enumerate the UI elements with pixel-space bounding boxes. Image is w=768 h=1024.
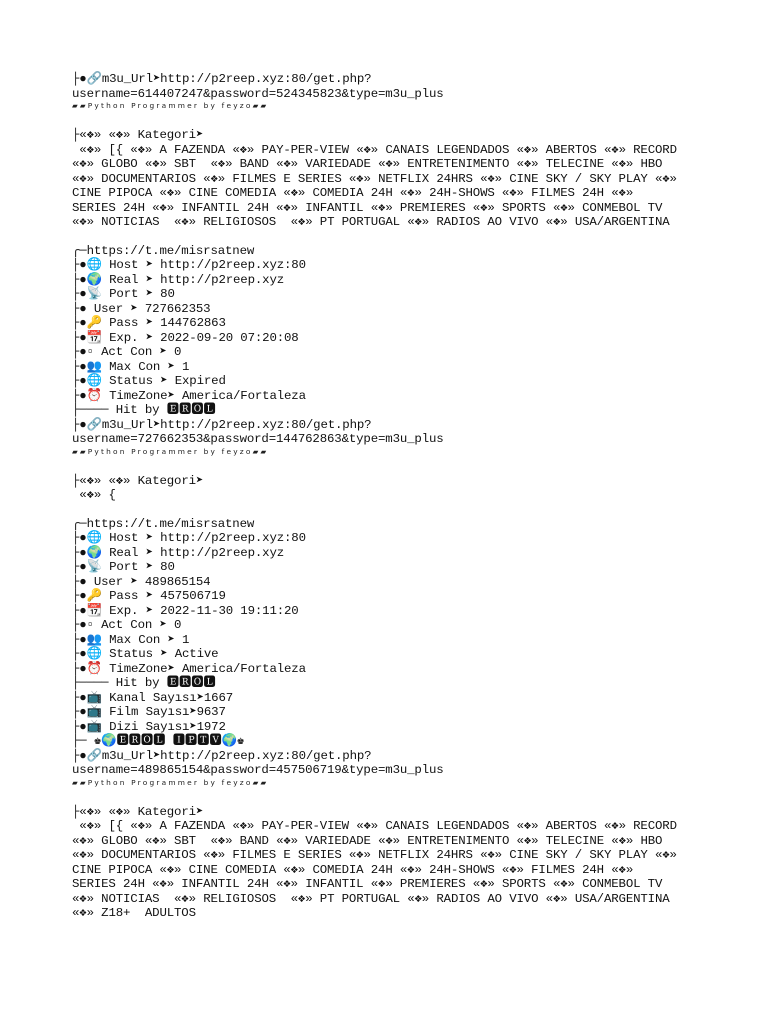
user-line: ├● User ➤ 727662353 (72, 301, 211, 316)
max-connections-line: ├●👥 Max Con ➤ 1 (72, 359, 190, 374)
category-line: CINE PIPOCA «❖» CINE COMEDIA «❖» COMEDIA 24H «❖» 24H-SHOWS «❖» FILMES 24H «❖» (72, 186, 634, 200)
brand-line: ├─ ♚🌍🅴🆁🅾🅻 🅸🅿🆃🆅🌍♚ (72, 734, 245, 748)
category-block-1 (72, 128, 712, 230)
category-heading: ├«❖» «❖» Kategori➤ (72, 473, 204, 488)
status-line: ├●🌐 Status ➤ Expired (72, 374, 226, 388)
max-connections-line: ├●👥 Max Con ➤ 1 (72, 632, 190, 647)
category-line: «❖» GLOBO «❖» SBT «❖» BAND «❖» VARIEDADE «❖» ENTRETENIMENTO «❖» TELECINE «❖» HBO (72, 157, 663, 171)
programmer-signature: ▰▰Python Programmer by feyzo▰▰ (72, 777, 269, 787)
spacer (72, 503, 712, 517)
category-line: «❖» { (72, 488, 116, 502)
category-block-3 (72, 805, 712, 921)
timezone-line: ├●⏰ TimeZone➤ America/Fortaleza (72, 388, 306, 403)
timezone-line: ├●⏰ TimeZone➤ America/Fortaleza (72, 661, 306, 676)
m3u-url-block-1 (72, 72, 712, 111)
category-line: «❖» Z18+ ADULTOS (72, 906, 196, 920)
host-line: ├●🌐 Host ➤ http://p2reep.xyz:80 (72, 531, 306, 545)
user-line: ├● User ➤ 489865154 (72, 574, 211, 589)
category-block-2 (72, 474, 712, 503)
m3u-credentials-line: username=489865154&password=457506719&type=m3u_plus (72, 763, 444, 777)
m3u-credentials-line: username=614407247&password=524345823&type=m3u_plus (72, 86, 444, 101)
real-line: ├●🌍 Real ➤ http://p2reep.xyz (72, 272, 285, 287)
expiry-line: ├●📆 Exp. ➤ 2022-11-30 19:11:20 (72, 603, 299, 618)
port-line: ├●📡 Port ➤ 80 (72, 287, 175, 301)
category-line: «❖» [{ «❖» A FAZENDA «❖» PAY-PER-VIEW «❖» CANAIS LEGENDADOS «❖» ABERTOS «❖» RECORD (72, 142, 677, 157)
series-count-line: ├●📺 Dizi Sayısı➤1972 (72, 719, 226, 734)
pass-line: ├●🔑 Pass ➤ 144762863 (72, 316, 226, 330)
active-connections-line: ├●▫ Act Con ➤ 0 (72, 618, 182, 632)
programmer-signature: ▰▰Python Programmer by feyzo▰▰ (72, 101, 269, 110)
m3u-url-line: ├●🔗m3u_Url➤http://p2reep.xyz:80/get.php? (72, 748, 372, 763)
m3u-credentials-line: username=727662353&password=144762863&type=m3u_plus (72, 432, 444, 446)
active-connections-line: ├●▫ Act Con ➤ 0 (72, 345, 182, 359)
film-count-line: ├●📺 Film Sayısı➤9637 (72, 705, 226, 719)
category-line: «❖» [{ «❖» A FAZENDA «❖» PAY-PER-VIEW «❖» CANAIS LEGENDADOS «❖» ABERTOS «❖» RECORD (72, 819, 677, 833)
category-line: «❖» NOTICIAS «❖» RELIGIOSOS «❖» PT PORTUGAL «❖» RADIOS AO VIVO «❖» USA/ARGENTINA (72, 891, 670, 906)
telegram-link-line: ╭─https://t.me/misrsatnew (72, 516, 255, 531)
pass-line: ├●🔑 Pass ➤ 457506719 (72, 589, 226, 603)
spacer (72, 457, 712, 474)
channel-count-line: ├●📺 Kanal Sayısı➤1667 (72, 690, 234, 705)
category-line: «❖» GLOBO «❖» SBT «❖» BAND «❖» VARIEDADE «❖» ENTRETENIMENTO «❖» TELECINE «❖» HBO (72, 833, 663, 848)
hit-by-line: ├──── Hit by 🅴🆁🅾🅻 (72, 403, 216, 417)
telegram-link-line: ╭─https://t.me/misrsatnew (72, 243, 255, 258)
category-heading: ├«❖» «❖» Kategori➤ (72, 804, 204, 819)
host-line: ├●🌐 Host ➤ http://p2reep.xyz:80 (72, 258, 306, 272)
category-heading: ├«❖» «❖» Kategori➤ (72, 128, 204, 142)
spacer (72, 111, 712, 128)
programmer-signature: ▰▰Python Programmer by feyzo▰▰ (72, 446, 269, 456)
m3u-url-line: ├●🔗m3u_Url➤http://p2reep.xyz:80/get.php? (72, 417, 372, 432)
expiry-line: ├●📆 Exp. ➤ 2022-09-20 07:20:08 (72, 330, 299, 345)
account-block-2 (72, 517, 712, 788)
category-line: «❖» NOTICIAS «❖» RELIGIOSOS «❖» PT PORTUGAL «❖» RADIOS AO VIVO «❖» USA/ARGENTINA (72, 215, 670, 229)
real-line: ├●🌍 Real ➤ http://p2reep.xyz (72, 545, 285, 560)
document-body (72, 72, 712, 921)
spacer (72, 788, 712, 805)
category-line: «❖» DOCUMENTARIOS «❖» FILMES E SERIES «❖» NETFLIX 24HRS «❖» CINE SKY / SKY PLAY «❖» (72, 848, 677, 862)
port-line: ├●📡 Port ➤ 80 (72, 560, 175, 574)
category-line: SERIES 24H «❖» INFANTIL 24H «❖» INFANTIL «❖» PREMIERES «❖» SPORTS «❖» CONMEBOL TV (72, 200, 663, 215)
category-line: «❖» DOCUMENTARIOS «❖» FILMES E SERIES «❖» NETFLIX 24HRS «❖» CINE SKY / SKY PLAY «❖» (72, 171, 677, 186)
spacer (72, 230, 712, 244)
category-line: SERIES 24H «❖» INFANTIL 24H «❖» INFANTIL «❖» PREMIERES «❖» SPORTS «❖» CONMEBOL TV (72, 877, 663, 891)
account-block-1 (72, 244, 712, 457)
status-line: ├●🌐 Status ➤ Active (72, 647, 219, 661)
category-line: CINE PIPOCA «❖» CINE COMEDIA «❖» COMEDIA 24H «❖» 24H-SHOWS «❖» FILMES 24H «❖» (72, 862, 634, 877)
hit-by-line: ├──── Hit by 🅴🆁🅾🅻 (72, 676, 216, 690)
m3u-url-line: ├●🔗m3u_Url➤http://p2reep.xyz:80/get.php? (72, 72, 372, 86)
